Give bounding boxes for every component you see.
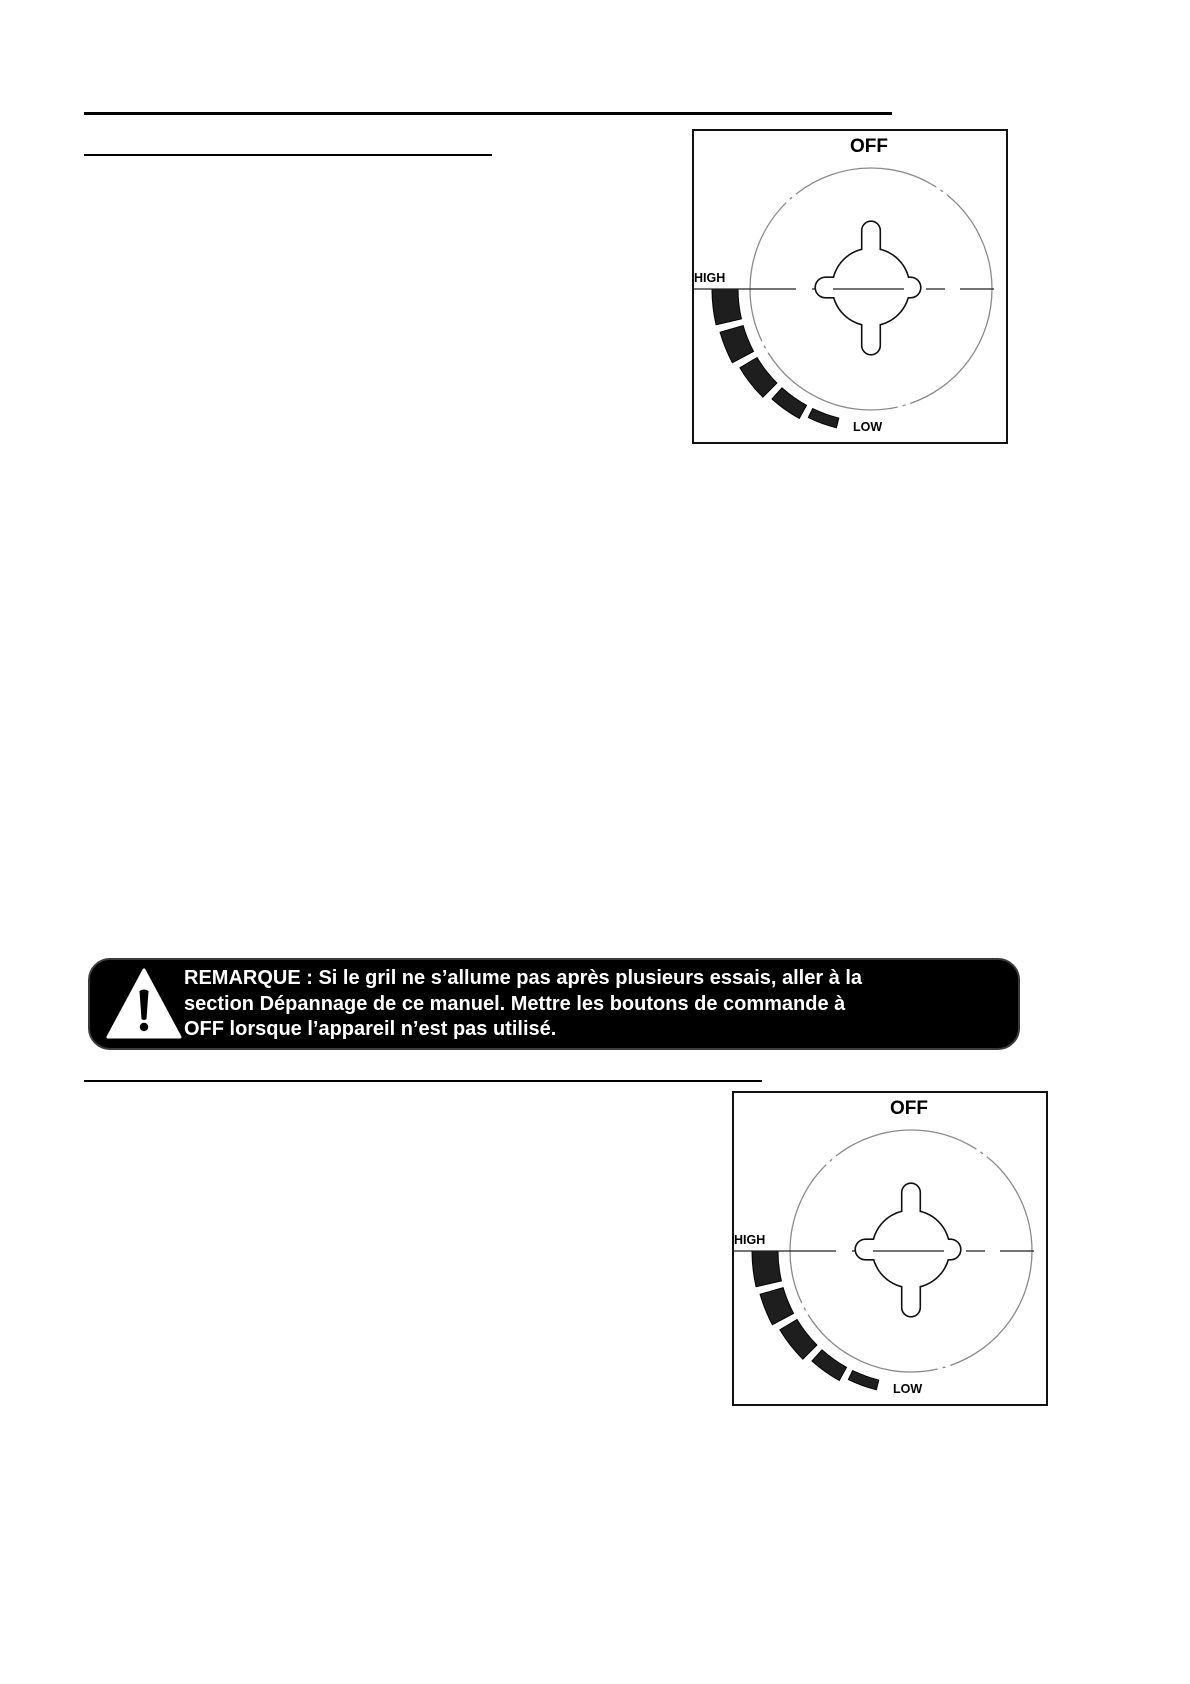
note-banner [88,958,1020,1050]
heat-segment [812,1350,847,1381]
note-line: OFF lorsque l’appareil n’est pas utilisé. [184,1018,557,1040]
low-label: LOW [853,420,883,434]
note-text [184,966,862,1043]
note-line: section Dépannage de ce manuel. Mettre les boutons de commande à [184,992,846,1015]
off-label: OFF [890,1098,928,1119]
heat-scale [712,289,839,428]
knob-dial-illustration [732,1091,1048,1406]
knob-shape [816,222,920,354]
heat-segment [712,289,741,325]
heat-segment [808,409,839,428]
off-label: OFF [850,136,888,157]
heat-segment [752,1251,781,1287]
note-line: REMARQUE : Si le gril ne s’allume pas après plusieurs essais, aller à la [184,967,863,989]
warning-icon [106,967,182,1041]
heat-segment [780,1320,817,1360]
heat-segment [720,326,753,363]
heat-segment [772,388,807,419]
heat-scale [752,1251,879,1390]
knob-dial-illustration [692,129,1008,444]
control-knob-diagram-top [692,129,1008,444]
high-label: HIGH [734,1233,766,1247]
knob-shape [856,1184,960,1316]
heat-segment [848,1371,879,1390]
low-label: LOW [893,1382,923,1396]
section-heading-underline [84,1080,762,1082]
heat-segment [740,358,777,398]
high-label: HIGH [694,271,726,285]
section-heading-underline [84,154,492,156]
control-knob-diagram-bottom [732,1091,1048,1406]
header-rule [84,112,892,115]
heat-segment [760,1288,793,1325]
